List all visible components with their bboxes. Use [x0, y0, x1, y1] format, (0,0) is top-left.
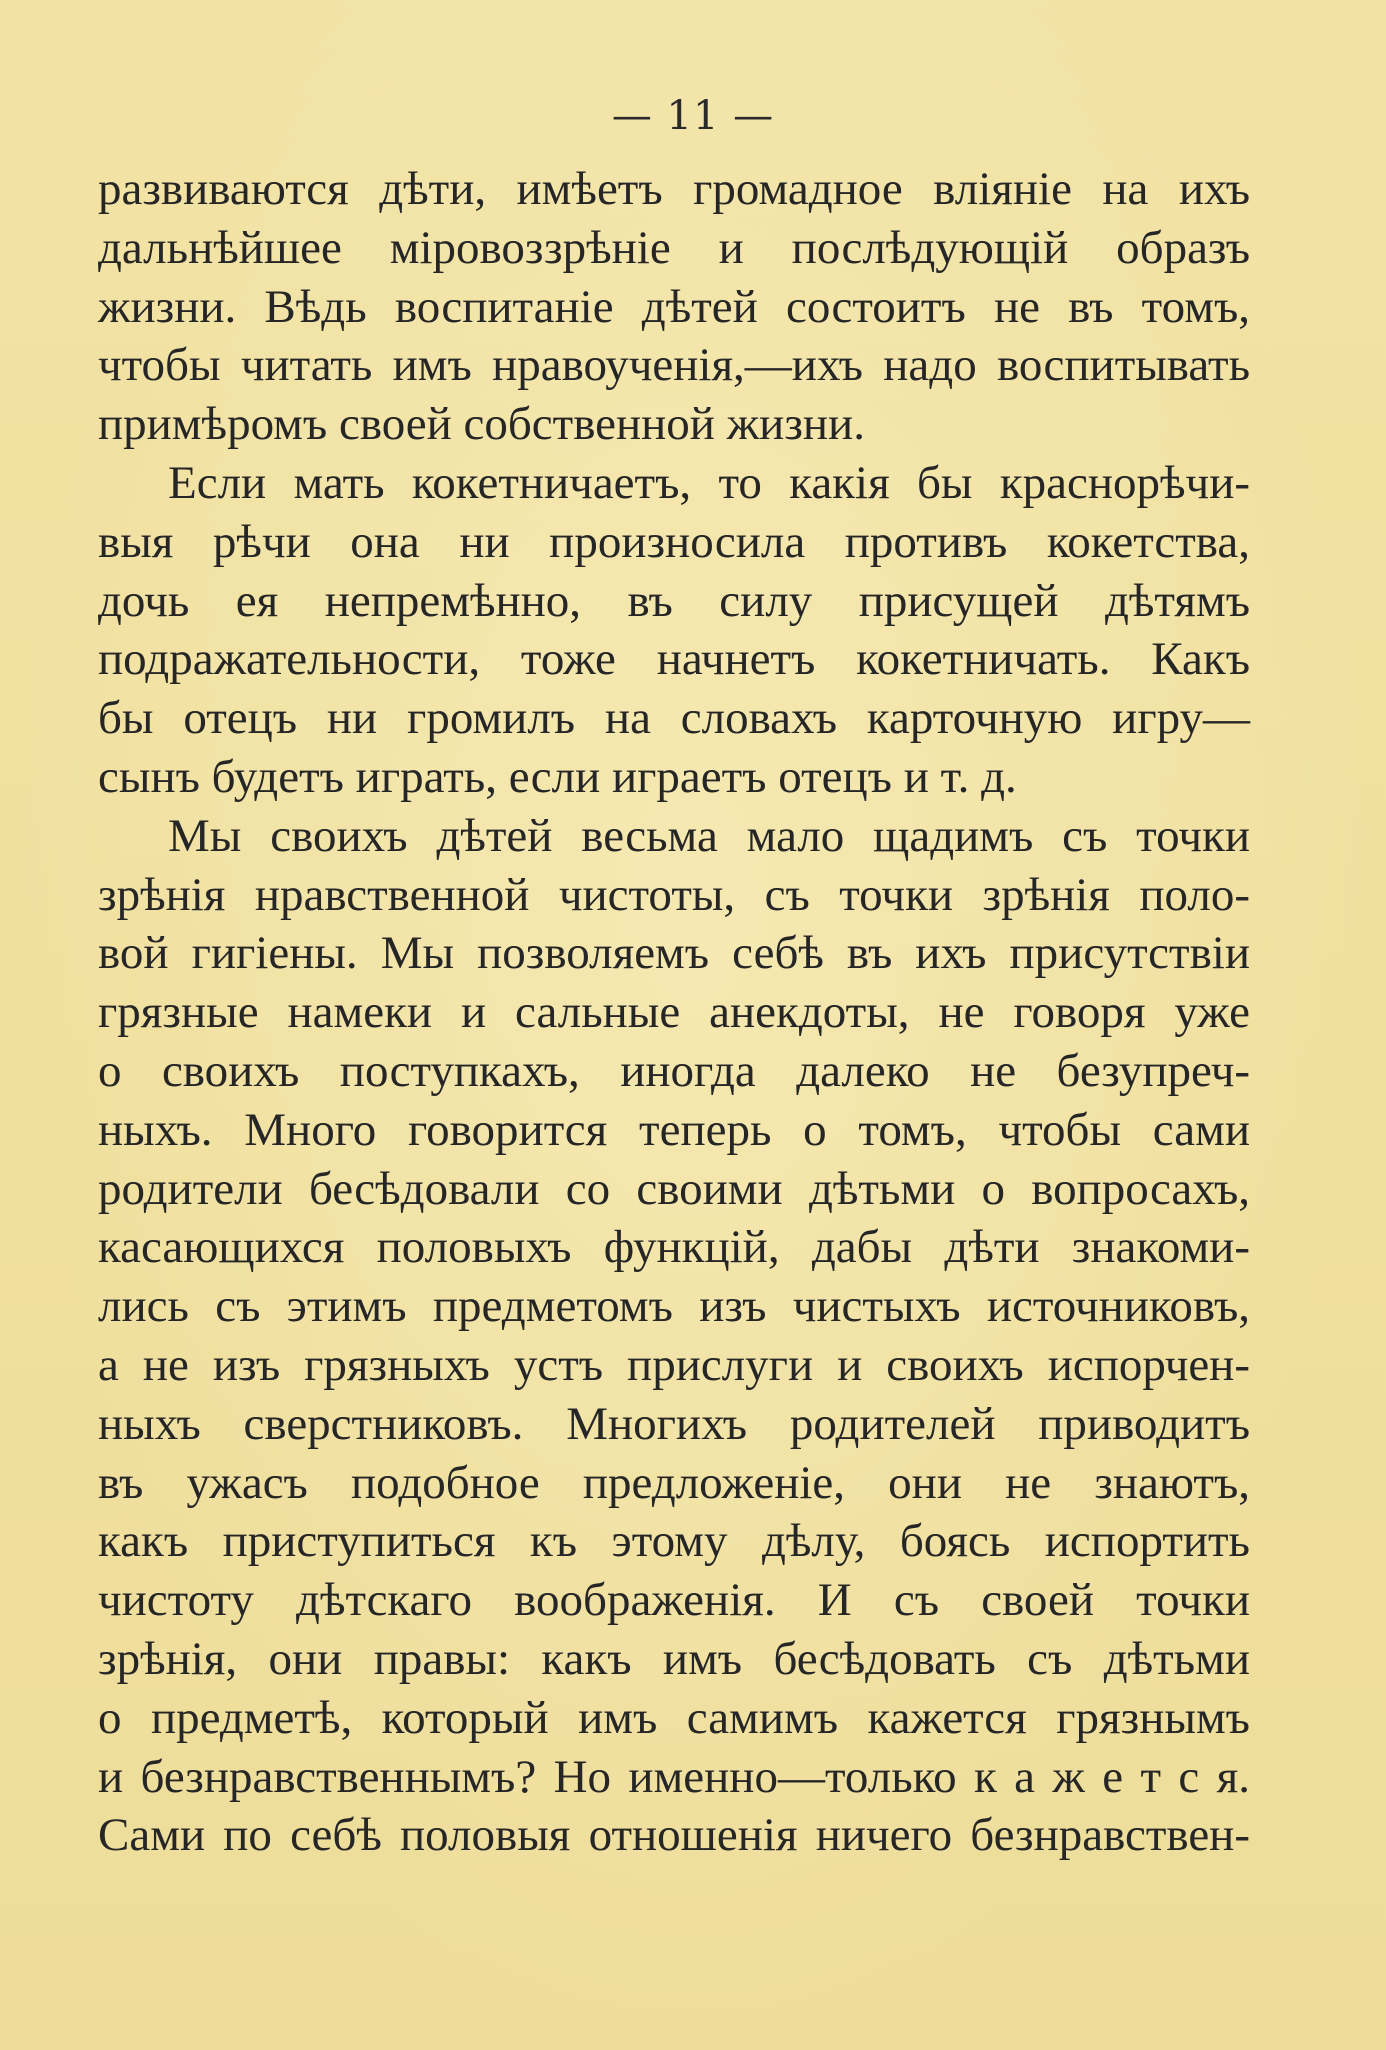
text-line: примѣромъ своей собственной жизни. — [98, 398, 865, 451]
text-line: подражательности, тоже начнетъ кокетничать. Какъ — [98, 633, 1250, 686]
text-line: о предметѣ, который имъ самимъ кажется грязнымъ — [98, 1691, 1250, 1744]
text-line: Если мать кокетничаетъ, то какія бы краснорѣчи- — [168, 456, 1250, 509]
text-line: Мы своихъ дѣтей весьма мало щадимъ съ точки — [168, 809, 1250, 862]
body-text — [98, 160, 1250, 1865]
text-line: зрѣнія, они правы: какъ имъ бесѣдовать съ дѣтьми — [98, 1632, 1250, 1685]
text-line: въ ужасъ подобное предложеніе, они не знаютъ, — [98, 1456, 1250, 1509]
text-line: вой гигіены. Мы позволяемъ себѣ въ ихъ присутствіи — [98, 927, 1250, 980]
text-line: какъ приступиться къ этому дѣлу, боясь испортить — [98, 1515, 1250, 1568]
text-line: о своихъ поступкахъ, иногда далеко не безупреч- — [98, 1044, 1250, 1097]
text-line: дочь ея непремѣнно, въ силу присущей дѣтямъ — [98, 574, 1250, 627]
text-line: и безнравственнымъ? Но именно—только к а ж е т с я. — [98, 1750, 1250, 1803]
text-line: лись съ этимъ предметомъ изъ чистыхъ источниковъ, — [98, 1280, 1250, 1333]
text-line: дальнѣйшее міровоззрѣніе и послѣдующій образъ — [98, 221, 1250, 274]
text-line: родители бесѣдовали со своими дѣтьми о вопросахъ, — [98, 1162, 1250, 1215]
text-line: чистоту дѣтскаго воображенія. И съ своей точки — [98, 1574, 1250, 1627]
text-line: сынъ будетъ играть, если играетъ отецъ и т. д. — [98, 750, 1017, 803]
page-number: — 11 — — [611, 93, 775, 139]
text-line: жизни. Вѣдь воспитаніе дѣтей состоитъ не въ томъ, — [98, 280, 1250, 333]
text-line: касающихся половыхъ функцій, дабы дѣти знакоми- — [98, 1221, 1250, 1274]
text-line: ныхъ. Много говорится теперь о томъ, чтобы сами — [98, 1103, 1250, 1156]
text-line: ныхъ сверстниковъ. Многихъ родителей приводитъ — [98, 1397, 1250, 1450]
text-line: выя рѣчи она ни произносила противъ кокетства, — [98, 515, 1250, 568]
text-line: Сами по себѣ половыя отношенія ничего безнравствен- — [98, 1809, 1250, 1862]
text-line: чтобы читать имъ нравоученія,—ихъ надо воспитывать — [98, 339, 1250, 392]
text-line: бы отецъ ни громилъ на словахъ карточную игру— — [98, 692, 1250, 745]
text-line: развиваются дѣти, имѣетъ громадное вліяніе на ихъ — [98, 163, 1250, 215]
text-line: зрѣнія нравственной чистоты, съ точки зрѣнія поло- — [98, 868, 1250, 921]
text-line: грязные намеки и сальные анекдоты, не говоря уже — [98, 986, 1250, 1039]
text-line: а не изъ грязныхъ устъ прислуги и своихъ испорчен- — [98, 1338, 1250, 1391]
